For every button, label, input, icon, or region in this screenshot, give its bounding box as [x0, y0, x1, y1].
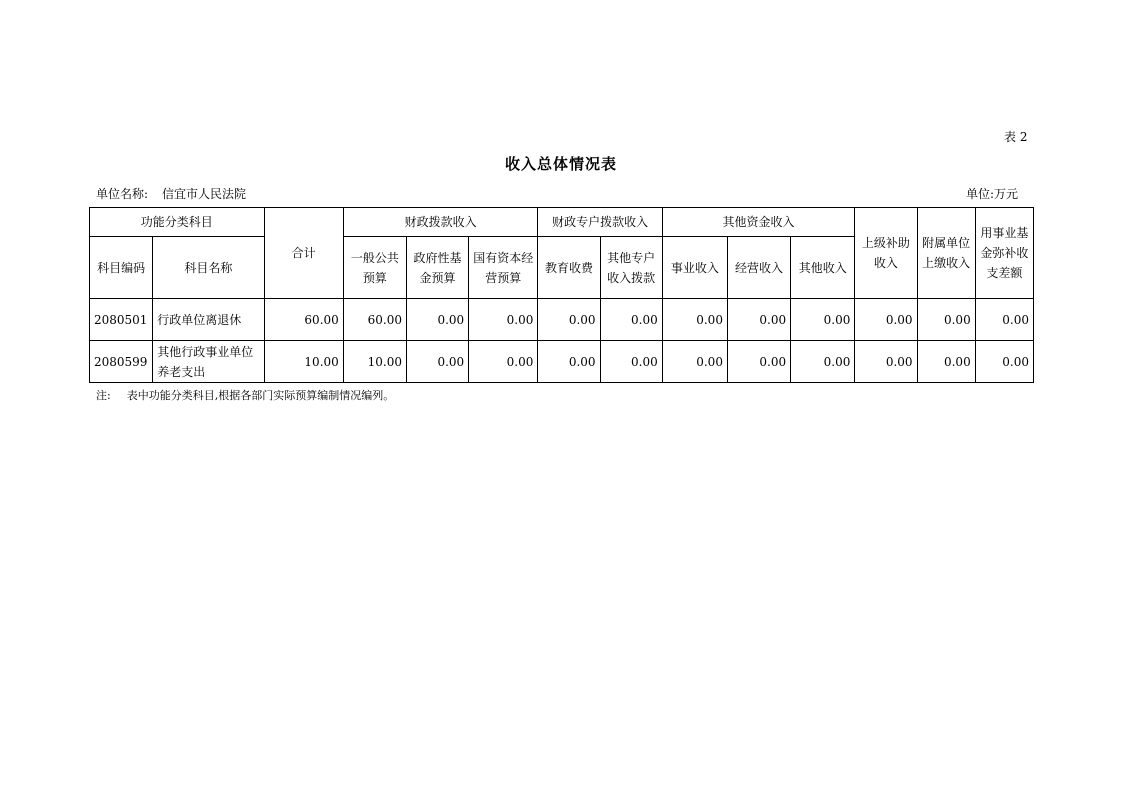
header-state-capital: 国有资本经营预算 — [469, 237, 538, 299]
cell-business-income: 0.00 — [662, 299, 727, 341]
cell-general-public: 60.00 — [343, 299, 406, 341]
cell-education-fee: 0.00 — [538, 299, 600, 341]
cell-business-income: 0.00 — [662, 341, 727, 383]
header-other-special: 其他专户收入拨款 — [600, 237, 662, 299]
header-gov-fund: 政府性基金预算 — [406, 237, 468, 299]
cell-gov-fund: 0.00 — [406, 341, 468, 383]
cell-other-special: 0.00 — [600, 299, 662, 341]
header-superior-subsidy: 上级补助收入 — [855, 208, 917, 299]
table-number: 表 2 — [1004, 130, 1028, 144]
footnote-label: 注: — [96, 389, 111, 402]
header-fiscal-special: 财政专户拨款收入 — [538, 208, 662, 237]
cell-fund-offset: 0.00 — [975, 299, 1033, 341]
cell-affiliated-turnover: 0.00 — [917, 341, 975, 383]
cell-total: 10.00 — [264, 341, 343, 383]
header-education-fee: 教育收费 — [538, 237, 600, 299]
cell-state-capital: 0.00 — [469, 341, 538, 383]
header-operating-income: 经营收入 — [727, 237, 790, 299]
table-row — [90, 299, 1034, 341]
cell-state-capital: 0.00 — [469, 299, 538, 341]
header-other-income: 其他收入 — [791, 237, 855, 299]
cell-other-special: 0.00 — [600, 341, 662, 383]
footnote-text: 表中功能分类科目,根据各部门实际预算编制情况编列。 — [126, 389, 395, 402]
unit-name-line — [96, 185, 246, 202]
unit-measure: 单位:万元 — [966, 187, 1019, 201]
document-title: 收入总体情况表 — [504, 155, 617, 173]
row-name: 其他行政事业单位养老支出 — [153, 341, 264, 383]
header-code: 科目编码 — [90, 237, 153, 299]
cell-superior-subsidy: 0.00 — [855, 299, 917, 341]
cell-superior-subsidy: 0.00 — [855, 341, 917, 383]
header-fund-offset: 用事业基金弥补收支差额 — [975, 208, 1033, 299]
cell-operating-income: 0.00 — [727, 341, 790, 383]
table-row — [90, 341, 1034, 383]
row-code: 2080599 — [90, 341, 153, 383]
income-summary-table — [89, 207, 1034, 383]
header-affiliated-turnover: 附属单位上缴收入 — [917, 208, 975, 299]
cell-other-income: 0.00 — [791, 299, 855, 341]
unit-name-label: 单位名称: — [96, 187, 149, 201]
header-row-group — [90, 208, 1034, 237]
unit-name-value: 信宜市人民法院 — [162, 187, 247, 201]
cell-gov-fund: 0.00 — [406, 299, 468, 341]
row-name: 行政单位离退休 — [153, 299, 264, 341]
header-func-class: 功能分类科目 — [90, 208, 265, 237]
header-name: 科目名称 — [153, 237, 264, 299]
footnote — [96, 387, 394, 403]
header-other-funds: 其他资金收入 — [662, 208, 855, 237]
cell-other-income: 0.00 — [791, 341, 855, 383]
header-fiscal-grant: 财政拨款收入 — [343, 208, 538, 237]
cell-fund-offset: 0.00 — [975, 341, 1033, 383]
cell-general-public: 10.00 — [343, 341, 406, 383]
cell-education-fee: 0.00 — [538, 341, 600, 383]
cell-affiliated-turnover: 0.00 — [917, 299, 975, 341]
header-general-public: 一般公共预算 — [343, 237, 406, 299]
cell-total: 60.00 — [264, 299, 343, 341]
cell-operating-income: 0.00 — [727, 299, 790, 341]
header-total: 合计 — [264, 208, 343, 299]
header-business-income: 事业收入 — [662, 237, 727, 299]
row-code: 2080501 — [90, 299, 153, 341]
